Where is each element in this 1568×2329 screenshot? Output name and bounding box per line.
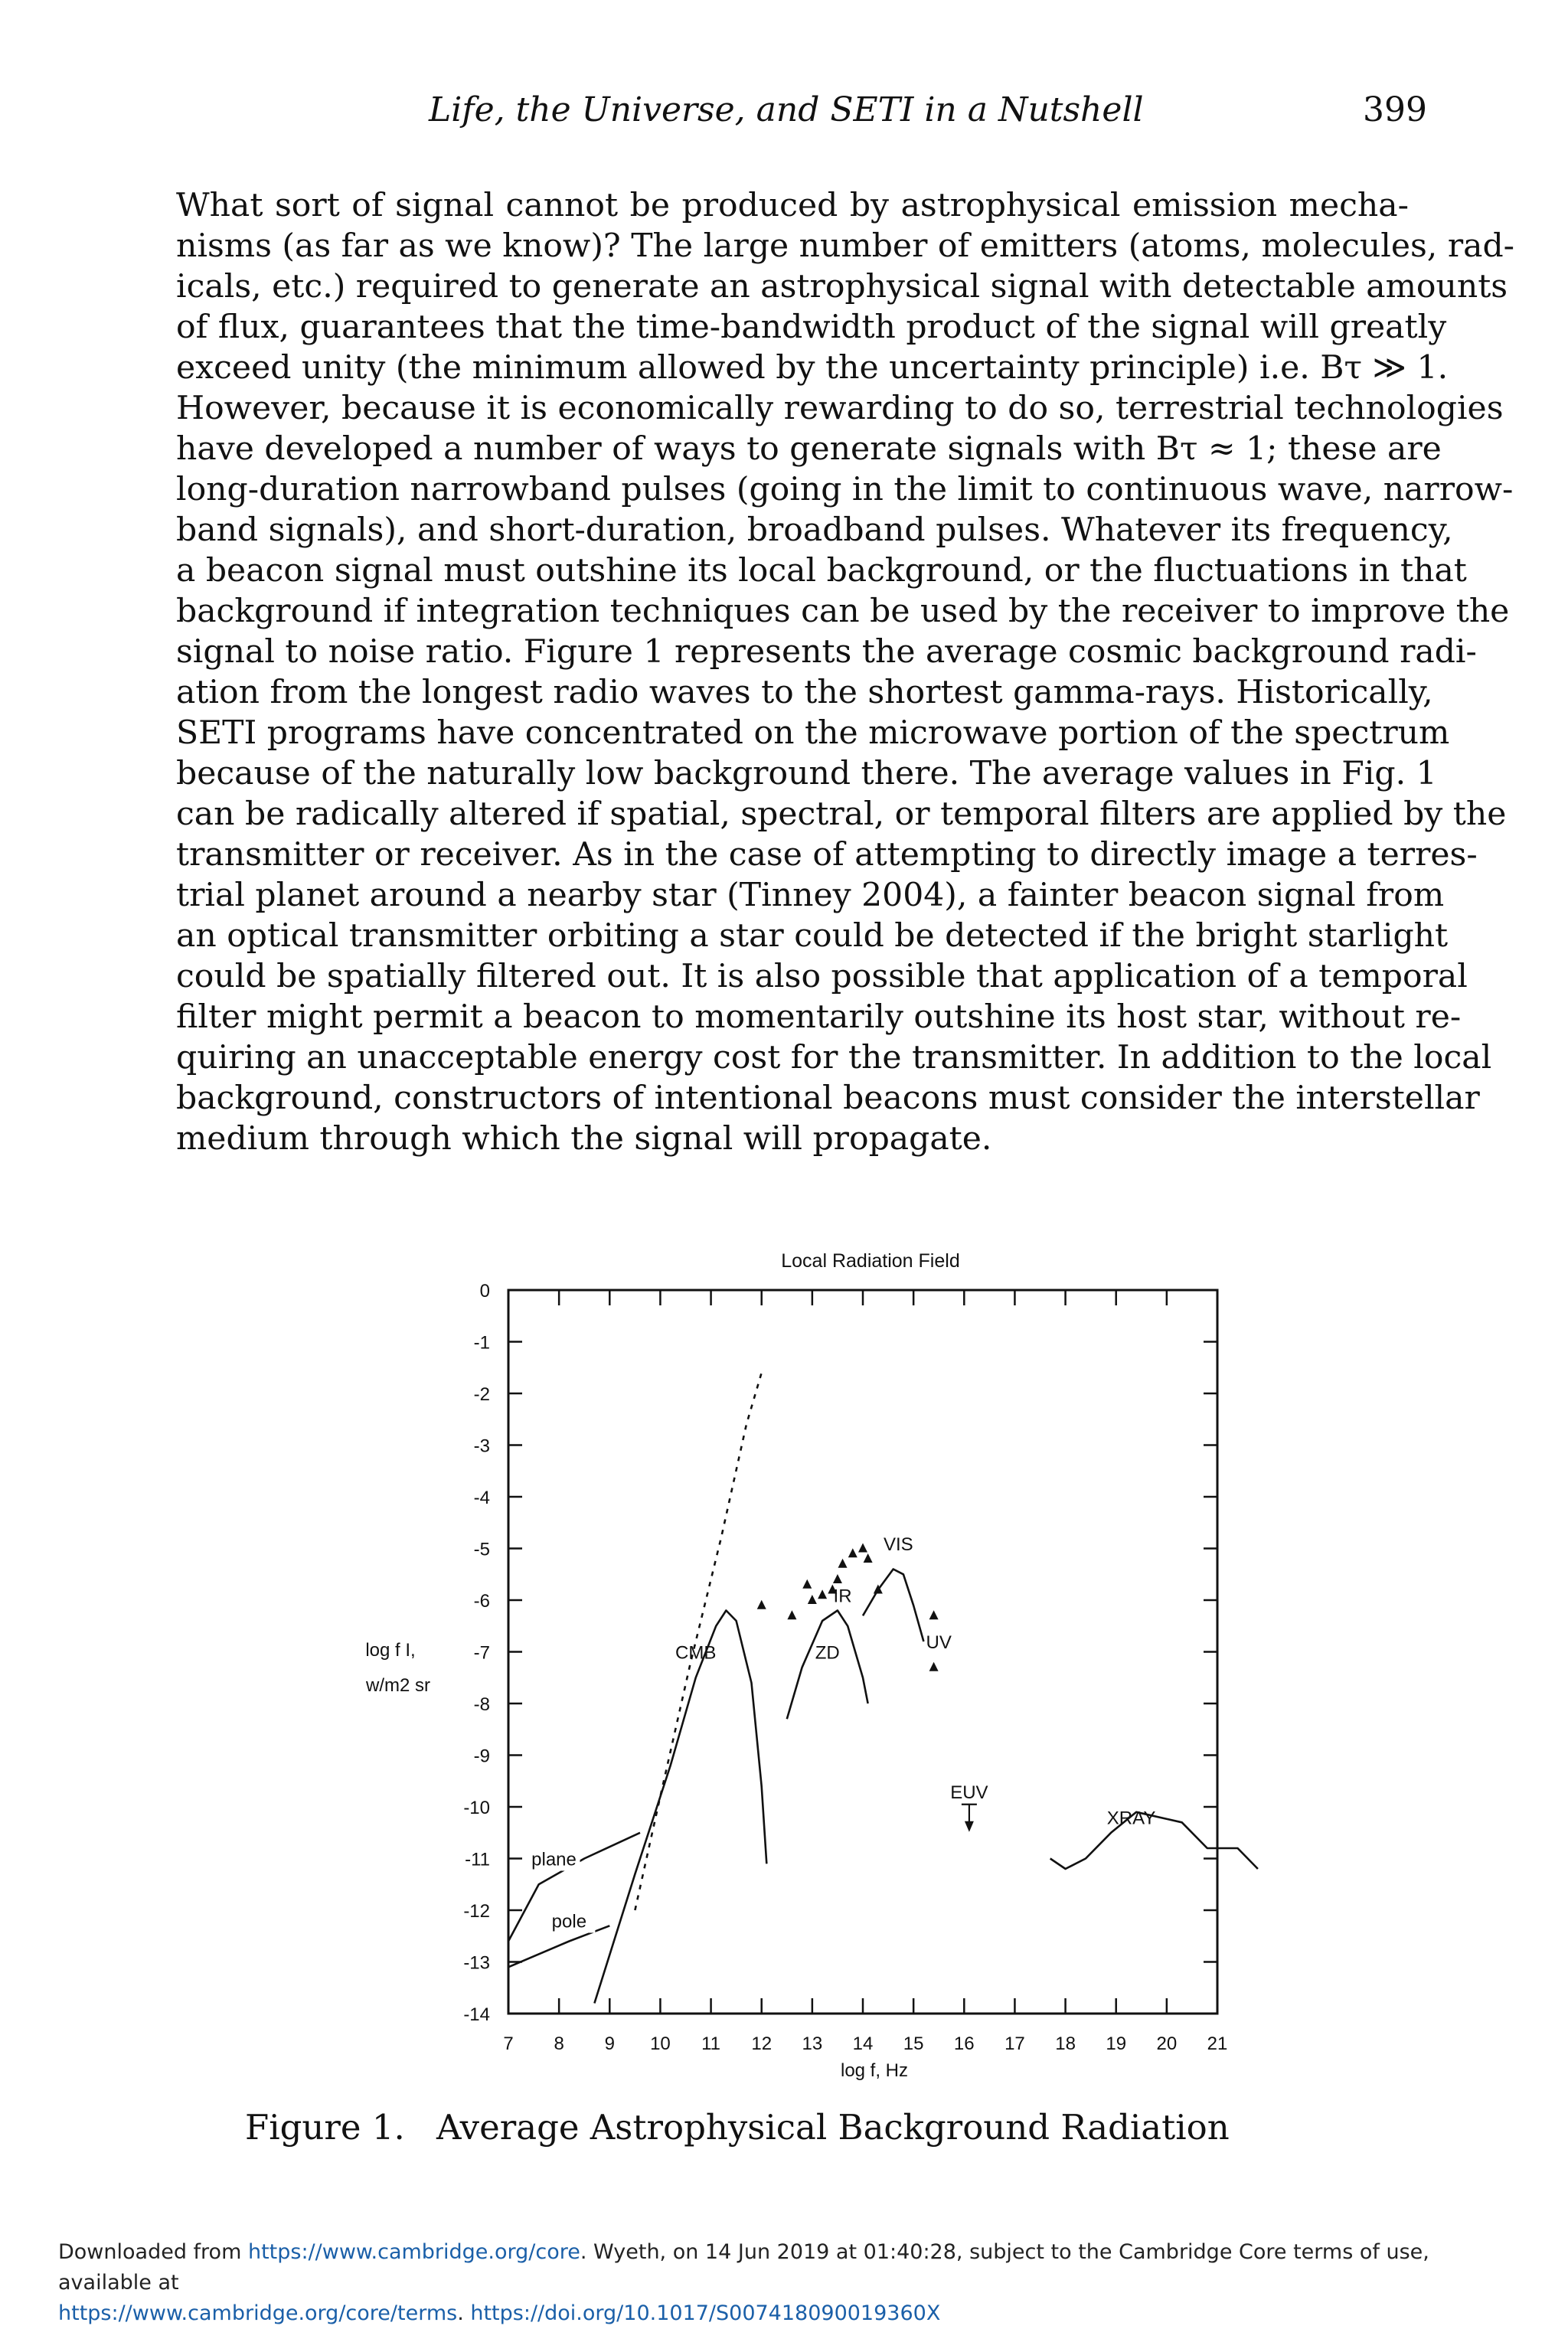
x-tick-label: 16 — [953, 2033, 975, 2054]
y-tick-label: -9 — [473, 1746, 490, 1767]
ir-data-point — [757, 1600, 766, 1609]
ir-data-point — [848, 1548, 858, 1557]
footer-line-2 — [58, 2298, 1513, 2329]
doi-link[interactable]: https://doi.org/10.1017/S007418090019360X — [470, 2301, 941, 2325]
ir-data-point — [929, 1610, 939, 1619]
y-tick-label: 0 — [479, 1281, 490, 1302]
body-line: medium through which the signal will propagate. — [176, 1120, 992, 1158]
y-tick-label: -2 — [473, 1384, 490, 1405]
ir-data-point — [808, 1595, 817, 1604]
running-header: Life, the Universe, and SETI in a Nutshell — [429, 90, 1144, 129]
x-tick-label: 20 — [1156, 2033, 1178, 2054]
x-tick-label: 13 — [802, 2033, 823, 2054]
body-line: because of the naturally low background there. The average values in Fig. 1 — [176, 755, 1437, 792]
y-tick-label: -10 — [463, 1798, 490, 1818]
body-line: an optical transmitter orbiting a star could be detected if the bright starlight — [176, 917, 1449, 955]
annotation-cmb: CMB — [675, 1642, 717, 1664]
annotation-pole: pole — [551, 1911, 587, 1932]
ir-data-point — [864, 1553, 873, 1563]
y-tick-label: -8 — [473, 1694, 490, 1715]
x-tick-label: 9 — [604, 2033, 615, 2054]
body-line: What sort of signal cannot be produced by astrophysical emission mecha- — [176, 187, 1409, 224]
y-tick-label: -5 — [473, 1539, 490, 1560]
plot-frame — [508, 1290, 1217, 2014]
body-line: of flux, guarantees that the time-bandwidth product of the signal will greatly — [176, 309, 1447, 346]
body-line: background, constructors of intentional beacons must consider the interstellar — [176, 1080, 1480, 1117]
annotation-xray: XRAY — [1106, 1808, 1156, 1829]
ir-data-point — [833, 1574, 842, 1583]
y-tick-label: -13 — [463, 1952, 490, 1974]
x-tick-label: 19 — [1106, 2033, 1127, 2054]
annotation-uv: UV — [926, 1632, 952, 1653]
x-axis-label: log f, Hz — [840, 2060, 909, 2081]
y-tick-label: -6 — [473, 1591, 490, 1612]
body-line: background if integration techniques can be used by the receiver to improve the — [176, 593, 1510, 630]
body-line: trial planet around a nearby star (Tinney 2004), a fainter beacon signal from — [176, 877, 1445, 914]
ir-data-point — [787, 1610, 796, 1619]
x-tick-label: 18 — [1055, 2033, 1076, 2054]
footer-line-1 — [58, 2237, 1513, 2298]
figure-caption-label: Figure 1. — [245, 2107, 405, 2148]
y-tick-label: -11 — [465, 1849, 490, 1870]
body-line: transmitter or receiver. As in the case of attempting to directly image a terres- — [176, 836, 1478, 874]
ir-data-point — [858, 1543, 867, 1553]
x-tick-label: 21 — [1207, 2033, 1228, 2054]
body-line: filter might permit a beacon to momentarily outshine its host star, without re- — [176, 998, 1462, 1036]
body-line: long-duration narrowband pulses (going in the limit to continuous wave, narrow- — [176, 471, 1514, 508]
y-axis-label — [365, 1640, 430, 1696]
cmb-curve — [594, 1611, 766, 2004]
body-line: ation from the longest radio waves to the shortest gamma-rays. Historically, — [176, 674, 1433, 711]
y-tick-label: -3 — [473, 1436, 490, 1457]
page-number: 399 — [1363, 90, 1427, 129]
body-line: However, because it is economically rewarding to do so, terrestrial technologies — [176, 390, 1504, 427]
x-tick-label: 12 — [751, 2033, 773, 2054]
y-tick-label: -14 — [463, 2004, 490, 2025]
y-tick-label: -4 — [473, 1488, 490, 1508]
y-tick-label: -12 — [463, 1901, 490, 1922]
download-footer — [58, 2237, 1513, 2329]
x-tick-label: 11 — [701, 2033, 721, 2054]
ir-data-point — [838, 1559, 848, 1568]
vis-curve — [863, 1570, 923, 1642]
annotation-ir: IR — [833, 1586, 852, 1607]
body-line: nisms (as far as we know)? The large number of emitters (atoms, molecules, rad- — [176, 227, 1515, 265]
footer-prefix: Downloaded from — [58, 2240, 248, 2264]
x-tick-label: 10 — [650, 2033, 671, 2054]
x-tick-label: 8 — [554, 2033, 564, 2054]
ir-data-point — [929, 1662, 939, 1671]
body-line: have developed a number of ways to generate signals with Bτ ≈ 1; these are — [176, 430, 1442, 468]
ir-data-point — [802, 1579, 812, 1589]
terms-link[interactable]: https://www.cambridge.org/core/terms — [58, 2301, 458, 2325]
footer-separator: . — [457, 2301, 471, 2325]
ir-data-point — [818, 1589, 827, 1599]
x-tick-label: 14 — [852, 2033, 874, 2054]
body-line: could be spatially filtered out. It is also possible that application of a temporal — [176, 958, 1468, 995]
x-tick-label: 15 — [903, 2033, 924, 2054]
x-tick-label: 7 — [503, 2033, 514, 2054]
y-tick-label: -1 — [473, 1332, 490, 1354]
annotation-euv: EUV — [950, 1782, 988, 1803]
y-tick-label: -7 — [473, 1642, 490, 1664]
body-line: signal to noise ratio. Figure 1 represents the average cosmic background radi- — [176, 633, 1477, 671]
body-line: can be radically altered if spatial, spectral, or temporal filters are applied by the — [176, 795, 1507, 833]
annotation-vis: VIS — [883, 1534, 913, 1555]
body-line: exceed unity (the minimum allowed by the uncertainty principle) i.e. Bτ ≫ 1. — [176, 349, 1449, 387]
body-line: icals, etc.) required to generate an astrophysical signal with detectable amounts — [176, 268, 1508, 305]
cambridge-core-link[interactable]: https://www.cambridge.org/core — [247, 2240, 580, 2264]
extrapolation-curve — [635, 1373, 761, 1910]
annotation-plane: plane — [531, 1849, 577, 1870]
body-line: band signals), and short-duration, broadband pulses. Whatever its frequency, — [176, 511, 1453, 549]
chart-title: Local Radiation Field — [781, 1250, 960, 1272]
euv-arrow-head — [965, 1821, 974, 1832]
annotation-zd: ZD — [815, 1642, 840, 1664]
figure-caption-text: Average Astrophysical Background Radiation — [436, 2107, 1230, 2148]
body-line: a beacon signal must outshine its local background, or the fluctuations in that — [176, 552, 1467, 590]
footer-suffix: . Wyeth, on 14 Jun 2019 at 01:40:28, subject to the Cambridge Core terms of use, available at — [58, 2240, 1429, 2295]
body-line: quiring an unacceptable energy cost for the transmitter. In addition to the local — [176, 1039, 1492, 1076]
y-axis-label-line: w/m2 sr — [366, 1675, 430, 1696]
x-tick-label: 17 — [1004, 2033, 1025, 2054]
body-line: SETI programs have concentrated on the microwave portion of the spectrum — [176, 714, 1450, 752]
y-axis-label-line: log f I, — [365, 1640, 416, 1661]
zd-curve — [787, 1611, 868, 1720]
